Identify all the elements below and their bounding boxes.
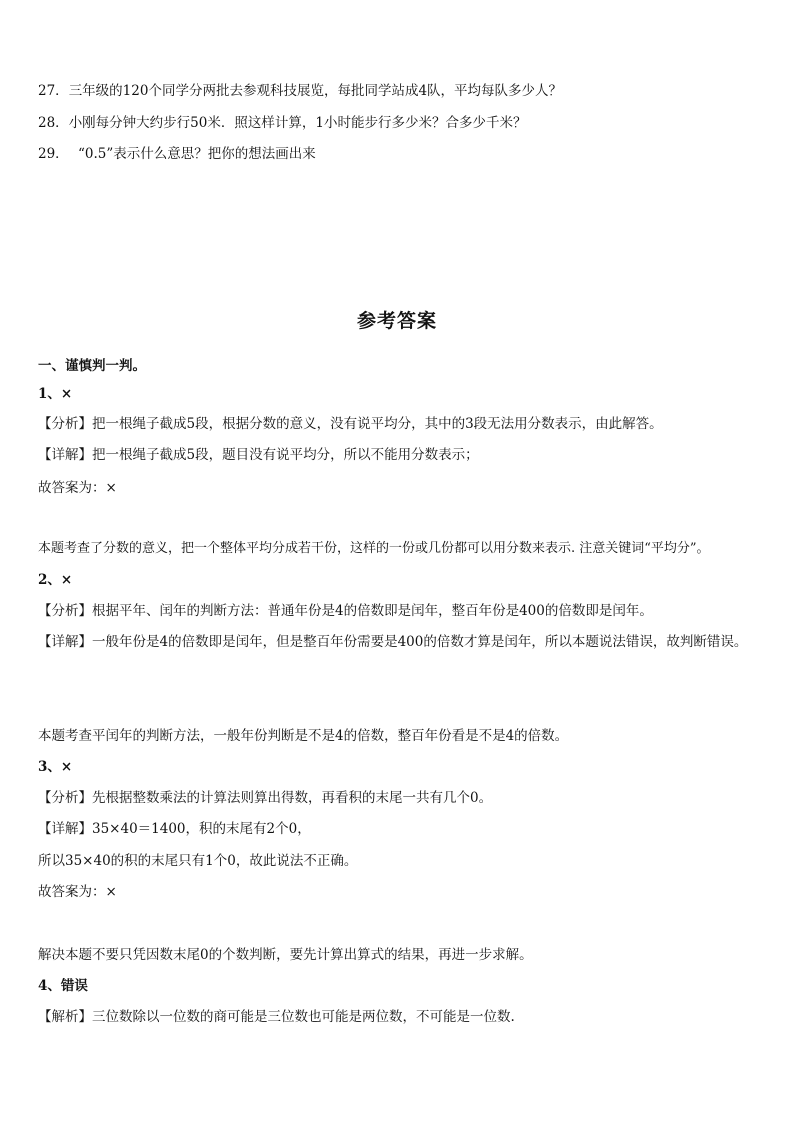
answer-4-analysis: 【解析】三位数除以一位数的商可能是三位数也可能是两位数，不可能是一位数. — [38, 1009, 515, 1025]
answer-2-detail: 【详解】一般年份是4的倍数即是闰年，但是整百年份需要是400的倍数才算是闰年，所以本题说法错误，故判断错误。 — [38, 634, 748, 650]
answer-1-result: 故答案为：× — [38, 480, 117, 496]
answer-2-comment: 本题考查平闰年的判断方法，一般年份判断是不是4的倍数，整百年份看是不是4的倍数。 — [38, 728, 569, 744]
answer-3-result: 故答案为：× — [38, 884, 117, 900]
question-text: 小刚每分钟大约步行50米．照这样计算，1小时能步行多少米？合多少千米？ — [68, 115, 527, 131]
question-27 — [38, 82, 766, 100]
answer-1-comment: 本题考查了分数的意义，把一个整体平均分成若干份，这样的一份或几份都可以用分数来表示. 注意关键词“平均分”。 — [38, 541, 710, 556]
question-text: 三年级的120个同学分两批去参观科技展览，每批同学站成4队，平均每队多少人？ — [68, 83, 563, 99]
answer-2-analysis: 【分析】根据平年、闰年的判断方法：普通年份是4的倍数即是闰年，整百年份是400的倍数即是闰年。 — [38, 603, 653, 619]
question-28 — [38, 114, 766, 132]
answer-2-head: 2、× — [38, 572, 73, 588]
answer-3-analysis: 【分析】先根据整数乘法的计算法则算出得数，再看积的末尾一共有几个0。 — [38, 790, 493, 806]
answer-4-head: 4、错误 — [38, 978, 88, 994]
question-number: 28． — [38, 115, 69, 131]
answer-3-detail-2: 所以35×40的积的末尾只有1个0，故此说法不正确。 — [38, 853, 358, 869]
answer-1-detail: 【详解】把一根绳子截成5段，题目没有说平均分，所以不能用分数表示； — [38, 447, 479, 463]
answers-title: 参考答案 — [356, 310, 437, 332]
question-number: 29． — [38, 146, 69, 162]
answer-3-detail: 【详解】35×40＝1400，积的末尾有2个0， — [38, 821, 311, 837]
answer-3-head: 3、× — [38, 759, 73, 775]
answer-1-analysis: 【分析】把一根绳子截成5段，根据分数的意义，没有说平均分，其中的3段无法用分数表示，由此解答。 — [38, 416, 663, 432]
answer-3-comment: 解决本题不要只凭因数末尾0的个数判断，要先计算出算式的结果，再进一步求解。 — [38, 947, 533, 963]
question-text: “0.5”表示什么意思？把你的想法画出来 — [78, 146, 316, 162]
answer-1-head: 1、× — [38, 386, 73, 402]
question-29 — [38, 145, 766, 163]
section-heading: 一、谨慎判一判。 — [38, 358, 146, 374]
question-number: 27． — [38, 83, 69, 99]
